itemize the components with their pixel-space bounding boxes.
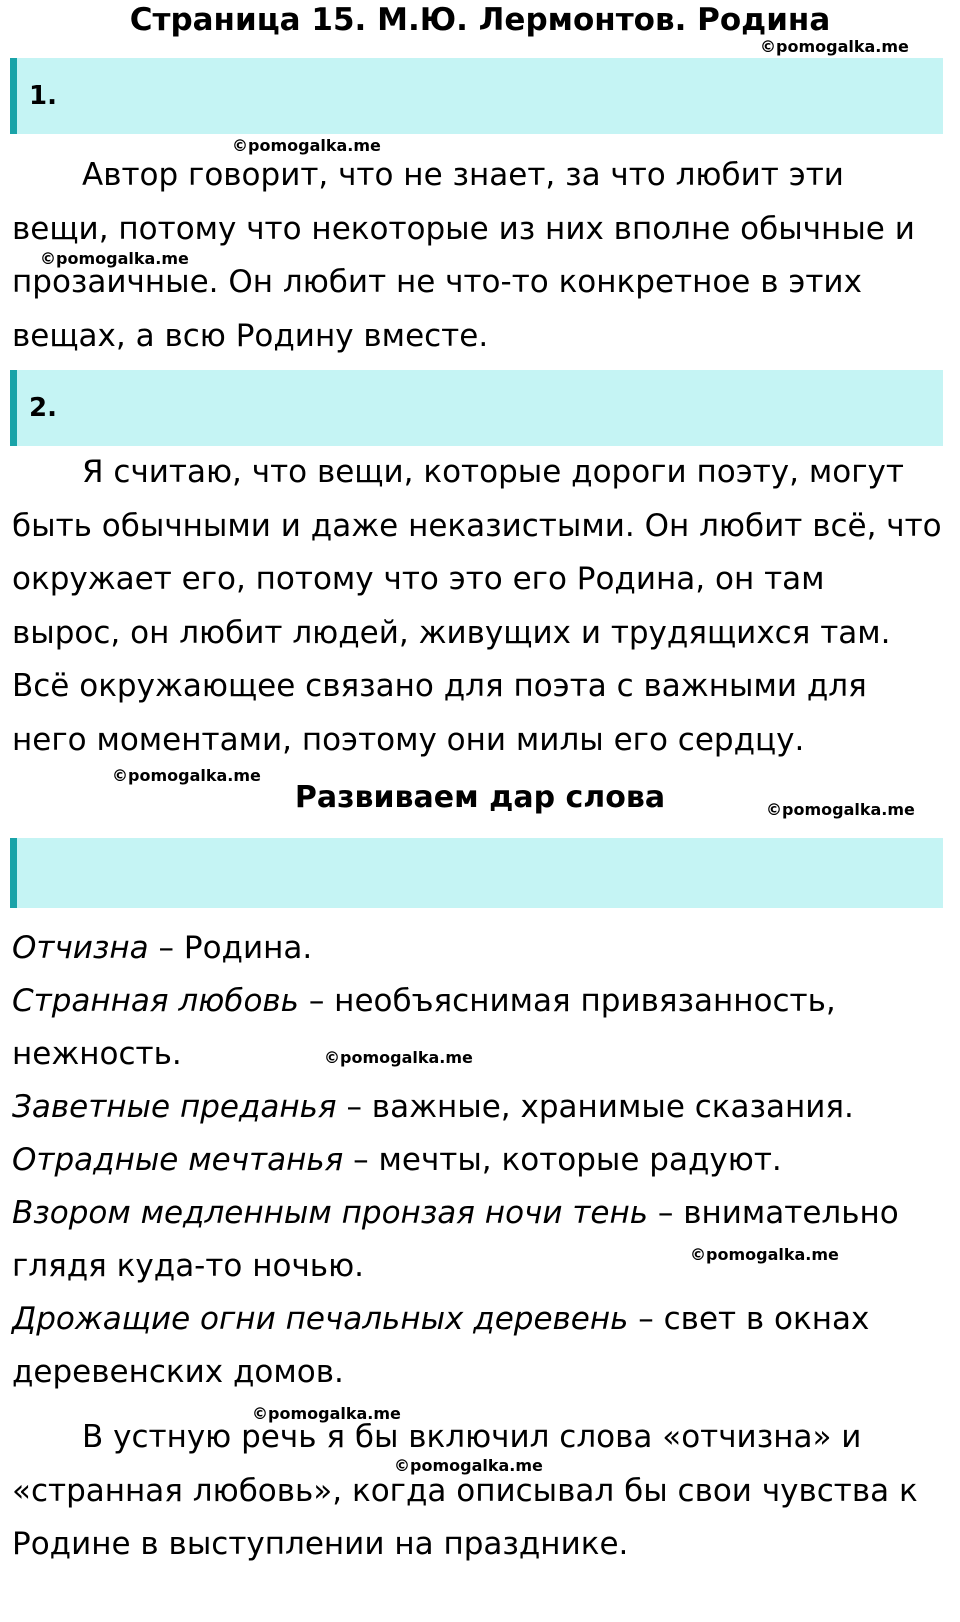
task-number: 1.	[29, 81, 57, 111]
definition-term: Отрадные мечтанья	[12, 1142, 344, 1178]
definition-item: Заветные преданья – важные, хранимые сказания.	[12, 1089, 854, 1125]
task-number: 2.	[29, 393, 57, 423]
definition-item: Взором медленным пронзая ночи тень – внимательно глядя куда-то ночью.	[12, 1195, 899, 1284]
section-header-bar	[10, 838, 943, 908]
task-answer-2	[12, 446, 942, 767]
conclusion-paragraph	[12, 1411, 942, 1572]
watermark: ©pomogalka.me	[766, 800, 915, 819]
conclusion-text: В устную речь я бы включил слова «отчизна» и «странная любовь», когда описывал бы свои чувства к Родине в выступлении на празднике.	[12, 1419, 918, 1562]
definition-term: Заветные преданья	[12, 1089, 337, 1125]
section-title: Развиваем дар слова	[294, 780, 666, 815]
answer-text: Автор говорит, что не знает, за что любит эти вещи, потому что некоторые из них вполне обычные и прозаичные. Он любит не что-то конкретное в этих вещах, а всю Родину вместе.	[12, 157, 915, 354]
watermark: ©pomogalka.me	[232, 136, 381, 155]
definition-term: Взором медленным пронзая ночи тень	[12, 1195, 649, 1231]
definition-item: Странная любовь – необъяснимая привязанность, нежность.	[12, 983, 836, 1072]
watermark: ©pomogalka.me	[394, 1456, 543, 1475]
definition-item: Дрожащие огни печальных деревень – свет в окнах деревенских домов.	[12, 1301, 870, 1390]
task-header-1	[10, 58, 943, 134]
answer-text: Я считаю, что вещи, которые дороги поэту, могут быть обычными и даже неказистыми. Он любит всё, что окружает его, потому что это его Родина, он там вырос, он любит людей, живущих и трудящихся там. Всё окружающее связано для поэта с важными для него моментами, поэтому они милы его сердцу.	[12, 454, 942, 758]
definition-meaning: Родина.	[183, 930, 313, 966]
definitions-list	[12, 922, 942, 1399]
watermark: ©pomogalka.me	[112, 766, 261, 785]
page-title: Страница 15. М.Ю. Лермонтов. Родина	[129, 2, 831, 38]
definition-term: Странная любовь	[12, 983, 299, 1019]
definition-term: Дрожащие огни печальных деревень	[12, 1301, 629, 1337]
definition-meaning: важные, хранимые сказания.	[371, 1089, 854, 1125]
definition-term: Отчизна	[12, 930, 149, 966]
definition-meaning: мечты, которые радуют.	[378, 1142, 782, 1178]
definition-meaning: необъяснимая привязанность, нежность.	[12, 983, 836, 1072]
watermark: ©pomogalka.me	[690, 1245, 839, 1264]
task-header-2	[10, 370, 943, 446]
definition-meaning: свет в окнах деревенских домов.	[12, 1301, 870, 1390]
watermark: ©pomogalka.me	[252, 1404, 401, 1423]
definition-meaning: внимательно глядя куда-то ночью.	[12, 1195, 899, 1284]
definition-item: Отчизна – Родина.	[12, 930, 313, 966]
watermark: ©pomogalka.me	[40, 249, 189, 268]
watermark: ©pomogalka.me	[324, 1048, 473, 1067]
watermark: ©pomogalka.me	[760, 37, 909, 56]
definition-item: Отрадные мечтанья – мечты, которые радуют.	[12, 1142, 782, 1178]
